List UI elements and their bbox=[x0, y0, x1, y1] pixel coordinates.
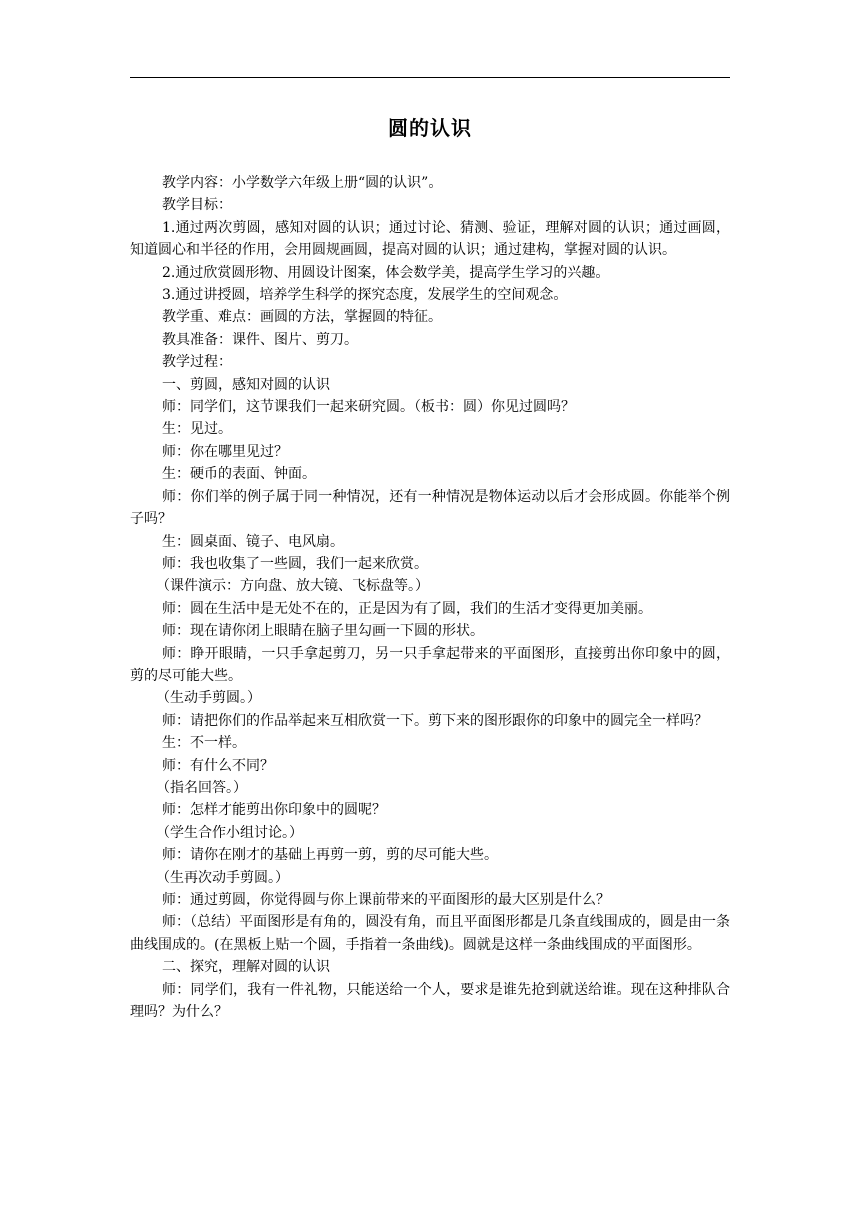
section-2-heading: 二、探究，理解对圆的认识 bbox=[162, 959, 330, 976]
document-title: 圆的认识 bbox=[388, 116, 472, 140]
dialogue-line: 师：我也收集了一些圆，我们一起来欣赏。 bbox=[162, 555, 428, 572]
dialogue-line: 师：睁开眼睛，一只手拿起剪刀，另一只手拿起带来的平面图形，直接剪出你印象中的圆，剪的尽可能大些。 bbox=[130, 645, 730, 684]
dialogue-line: 师：有什么不同？ bbox=[162, 757, 274, 774]
dialogue-line: 师：圆在生活中是无处不在的，正是因为有了圆，我们的生活才变得更加美丽。 bbox=[162, 600, 652, 617]
stage-direction: （课件演示：方向盘、放大镜、飞标盘等。） bbox=[156, 578, 429, 595]
stage-direction: （生再次动手剪圆。） bbox=[156, 869, 289, 886]
teaching-goals-heading: 教学目标： bbox=[162, 197, 232, 214]
key-points: 教学重、难点：画圆的方法，掌握圆的特征。 bbox=[162, 309, 442, 326]
document-body bbox=[130, 172, 730, 1023]
dialogue-line: 师：怎样才能剪出你印象中的圆呢？ bbox=[162, 802, 386, 819]
teaching-aids: 教具准备：课件、图片、剪刀。 bbox=[162, 331, 358, 348]
dialogue-line: 生：硬币的表面、钟面。 bbox=[162, 466, 316, 483]
dialogue-line: 师：你在哪里见过？ bbox=[162, 443, 288, 460]
dialogue-line: 生：圆桌面、镜子、电风扇。 bbox=[162, 533, 344, 550]
dialogue-line: 师：（总结）平面图形是有角的，圆没有角，而且平面图形都是几条直线围成的，圆是由一条曲线围成的。(在黑板上贴一个圆，手指着一条曲线)。圆就是这样一条曲线围成的平面图形。 bbox=[130, 914, 730, 953]
dialogue-line: 生：见过。 bbox=[162, 421, 232, 438]
teaching-content: 教学内容：小学数学六年级上册“圆的认识”。 bbox=[162, 175, 443, 191]
goal-1: 1.通过两次剪圆，感知对圆的认识；通过讨论、猜测、验证，理解对圆的认识；通过画圆，知道圆心和半径的作用，会用圆规画圆，提高对圆的认识；通过建构，掌握对圆的认识。 bbox=[130, 219, 730, 259]
dialogue-line: 师：同学们，这节课我们一起来研究圆。（板书：圆）你见过圆吗？ bbox=[162, 399, 575, 416]
process-heading: 教学过程： bbox=[162, 354, 232, 371]
stage-direction: （指名回答。） bbox=[156, 779, 247, 796]
dialogue-line: 师：你们举的例子属于同一种情况，还有一种情况是物体运动以后才会形成圆。你能举个例子吗？ bbox=[130, 488, 730, 528]
dialogue-line: 师：同学们，我有一件礼物，只能送给一个人，要求是谁先抢到就送给谁。现在这种排队合理吗？为什么？ bbox=[130, 981, 730, 1021]
dialogue-line: 师：通过剪圆，你觉得圆与你上课前带来的平面图形的最大区别是什么？ bbox=[162, 892, 610, 908]
goal-3: 3.通过讲授圆，培养学生科学的探究态度，发展学生的空间观念。 bbox=[162, 287, 568, 304]
dialogue-line: 师：请你在刚才的基础上再剪一剪，剪的尽可能大些。 bbox=[162, 847, 498, 864]
goal-2: 2.通过欣赏圆形物、用圆设计图案，体会数学美，提高学生学习的兴趣。 bbox=[162, 264, 610, 281]
header-rule bbox=[130, 77, 730, 78]
stage-direction: （学生合作小组讨论。） bbox=[156, 824, 303, 841]
section-1-heading: 一、剪圆，感知对圆的认识 bbox=[162, 376, 330, 393]
dialogue-line: 生：不一样。 bbox=[162, 735, 246, 752]
stage-direction: （生动手剪圆。） bbox=[156, 690, 261, 707]
dialogue-line: 师：现在请你闭上眼睛在脑子里勾画一下圆的形状。 bbox=[162, 623, 484, 640]
dialogue-line: 师：请把你们的作品举起来互相欣赏一下。剪下来的图形跟你的印象中的圆完全一样吗？ bbox=[162, 712, 708, 729]
